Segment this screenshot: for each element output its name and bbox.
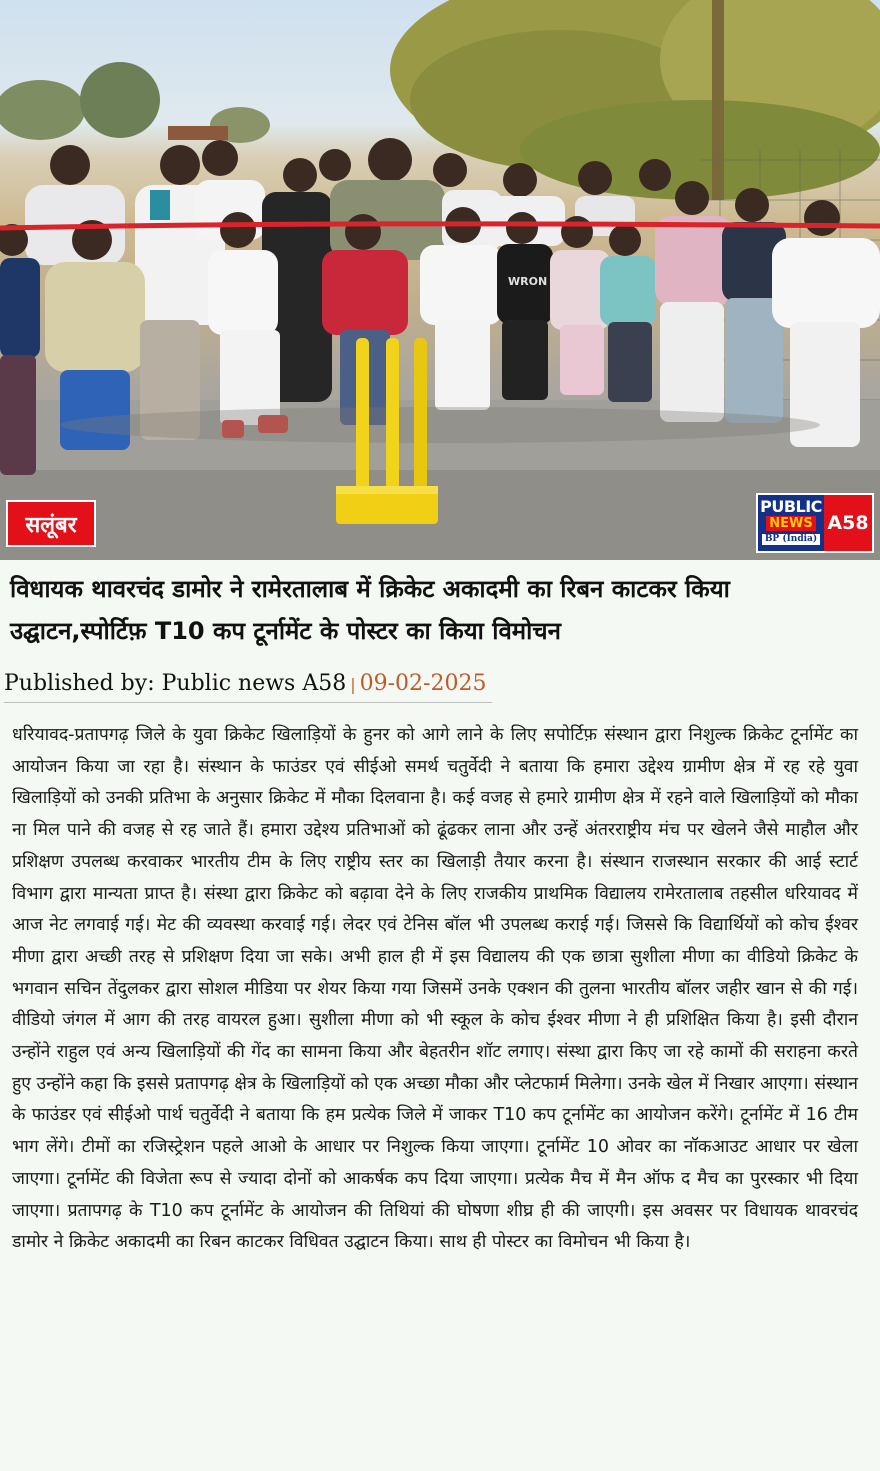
logo-code: A58 [824,495,872,551]
article-body: धरियावद-प्रतापगढ़ जिले के युवा क्रिकेट खिलाड़ियों के हुनर को आगे लाने के लिए सपोर्टिफ़ संस्थान द्वारा निशुल्क क्रिकेट टूर्नामेंट का आयोजन किया जा रहा है। संस्थान के फाउंडर एवं सीईओ समर्थ चतुर्वेदी ने बताया कि हमारा उद्देश्य ग्रामीण क्षेत्र में रह रहे युवा खिलाड़ियों को उनकी प्रतिभा के अनुसार क्रिकेट में मौका दिलवाना है। कई वजह से हमारे ग्रामीण क्षेत्र में रहने वाले खिलाड़ियों को मौका ना मिल पाने की वजह से रह जाते हैं। हमारा उद्देश्य प्रतिभाओं को ढूंढकर लाना और उन्हें अंतरराष्ट्रीय मंच पर खेलने जैसे माहौल और प्रशिक्षण उपलब्ध करवाकर भारतीय टीम के लिए राष्ट्रीय स्तर का खिलाड़ी तैयार करना है। संस्थान राजस्थान सरकार की आई स्टार्ट विभाग द्वारा मान्यता प्राप्त है। संस्था द्वारा क्रिकेट को बढ़ावा देने के लिए राजकीय प्राथमिक विद्यालय रामेरतालाब तहसील धरियावद में आज नेट लगवाई गई। मेट की व्यवस्था करवाई गई। लेदर एवं टेनिस बॉल भी उपलब्ध कराई गई। जिससे कि विद्यार्थियों को कोच ईश्वर मीणा द्वारा अच्छी तरह से प्रशिक्षण दिया जा सके। अभी हाल ही में इस विद्यालय की एक छात्रा सुशीला मीणा का वीडियो क्रिकेट के भगवान सचिन तेंदुलकर द्वारा सोशल मीडिया पर शेयर किया गया जिसमें उनके एक्शन की तुलना भारतीय बॉलर जहीर खान से की गई। वीडियो जंगल में आग की तरह वायरल हुआ। सुशीला मीणा को भी स्कूल के कोच ईश्वर मीणा ने ही प्रशिक्षित किया है। इसी दौरान उन्होंने राहुल एवं अन्य खिलाड़ियों की गेंद का सामना किया और बेहतरीन शॉट लगाए। संस्था द्वारा किए जा रहे कामों की सराहना करते हुए उन्होंने कहा कि इससे प्रतापगढ़ क्षेत्र के खिलाड़ियों को एक अच्छा मौका और प्लेटफार्म मिलेगा। उनके खेल में निखार आएगा। संस्थान के फाउंडर एवं सीईओ पार्थ चतुर्वेदी ने बताया कि हम प्रत्येक जिले में जाकर T10 कप टूर्नामेंट का आयोजन करेंगे। टूर्नामेंट में 16 टीम भाग लेंगे। टीमों का रजिस्ट्रेशन पहले आओ के आधार पर निशुल्क किया जाएगा। टूर्नामेंट 10 ओवर का नॉकआउट आधार पर खेला जाएगा। टूर्नामेंट की विजेता रूप से ज्यादा दोनों को आकर्षक कप दिया जाएगा। प्रत्येक मैच में मैन ऑफ द मैच का पुरस्कार भी दिया जाएगा। प्रतापगढ़ के T10 कप टूर्नामेंट के आयोजन की तिथियां की घोषणा शीघ्र ही की जाएगी। इस अवसर पर विधायक थावरचंद डामोर ने क्रिकेट अकादमी का रिबन काटकर विधिवत उद्घाटन किया। साथ ही पोस्टर का विमोचन भी किया है। [12,725,858,1253]
logo-news-text: NEWS [766,516,815,531]
crowd [0,138,880,475]
news-photo [0,0,880,560]
published-by: Published by: Public news A58 [4,671,347,696]
byline-separator: | [350,675,356,694]
public-news-logo [756,493,874,553]
publish-date: 09-02-2025 [359,671,487,696]
background-trees [0,62,270,143]
byline [4,666,492,703]
location-tag: सलूंबर [6,500,96,547]
logo-public-text: PUBLIC [760,497,822,516]
jersey-text: WRON [508,275,548,288]
logo-left-panel [758,495,824,551]
article-headline: विधायक थावरचंद डामोर ने रामेरतालाब में क्रिकेट अकादमी का रिबन काटकर किया उद्घाटन,स्पोर्टिफ़ T10 कप टूर्नामेंट के पोस्टर का किया विमोचन [10,575,730,645]
logo-bp-text: BP (India) [762,534,820,545]
photo-illustration [0,0,880,560]
